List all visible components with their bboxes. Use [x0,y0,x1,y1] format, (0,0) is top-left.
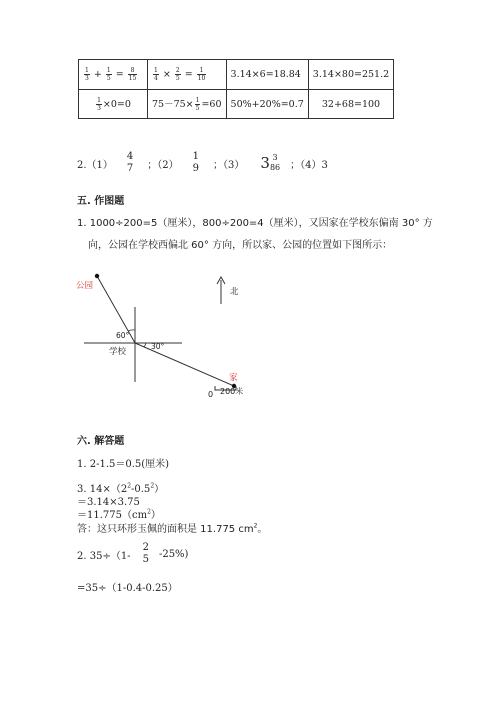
operator: = [184,69,193,80]
scale-length-label: 200米 [220,387,244,396]
expression-text: ＝11.775（cm [77,510,148,521]
fraction [175,67,181,82]
numerator: 1 [195,97,200,104]
numerator: 1 [154,67,158,74]
operator: × [162,69,171,80]
fraction [197,67,207,82]
table-row [79,60,394,90]
table-cell [79,60,148,90]
angle-arc-30 [144,343,146,347]
exponent: 2 [150,482,155,490]
answer-3-line-2: =35÷（1-0.4-0.25） [77,583,178,594]
fraction [270,153,280,173]
exponent: 2 [127,482,132,490]
expression-text: 75－75× [152,99,194,110]
scale-zero-label: 0 [208,390,214,399]
numerator: 1 [85,67,89,74]
expression-text: ） [154,484,165,495]
answer-2-line-2: ＝3.14×3.75 [77,497,140,508]
fraction [96,97,102,112]
fraction [153,67,159,82]
numerator: 1 [97,96,101,104]
numerator: 1 [197,67,207,75]
line-to-home [135,343,234,386]
denominator: 5 [175,75,180,82]
denominator: 3 [85,75,89,82]
numerator: 8 [128,67,138,75]
angle-30-label: 30° [151,342,165,351]
fraction [128,67,138,82]
separator: ；（2） [147,159,179,171]
denominator: 7 [126,163,134,174]
section-5-text-line-2: 向，公园在学校西偏北 60° 方向，所以家、公园的位置如下图所示： [88,240,393,251]
mixed-whole: 3 [260,154,270,172]
q2-label: 2.（1） [77,159,113,171]
answer-1: 1. 2-1.5＝0.5(厘米) [77,459,170,470]
denominator: 5 [142,554,149,565]
denominator: 3 [97,104,101,112]
section-6-title: 六. 解答题 [77,436,125,447]
table-cell [148,90,227,119]
fraction [195,97,201,112]
denominator: 86 [269,163,281,172]
denominator: 5 [195,105,200,112]
denominator: 10 [197,75,206,82]
fraction [193,151,199,175]
fraction [143,542,149,566]
separator: ；（4）3 [290,159,328,171]
table-cell: 32+68=100 [308,90,393,119]
denominator: 4 [154,75,158,82]
fraction [106,67,112,82]
angle-60-label: 60° [116,331,130,340]
separator: ；（3） [213,159,245,171]
park-point [95,274,99,278]
q2-answer-line [77,150,328,176]
calculation-table [78,59,394,119]
operator: + [93,69,102,80]
expression-text: -25%) [158,548,189,560]
numerator: 4 [126,151,134,162]
expression-text: 答：这只环形玉佩的面积是 11.775 cm [77,524,254,535]
fraction [127,151,133,175]
denominator: 5 [106,75,111,82]
expression-text: =60 [201,99,222,110]
park-label: 公园 [76,281,94,291]
numerator: 2 [142,542,149,553]
table-cell: 50%+20%=0.7 [226,90,308,119]
fraction [84,67,90,82]
expression-text: 3. 14×（2 [77,484,128,495]
table-row [79,90,394,119]
denominator: 15 [128,75,137,82]
north-label: 北 [230,287,239,297]
expression-text: ） [150,510,161,521]
expression-text: -0.5 [131,484,151,495]
numerator: 2 [175,67,180,74]
exponent: 2 [147,508,151,516]
answer-2-line-3 [77,506,161,521]
denominator: 9 [192,163,200,174]
answer-3-line-1 [77,541,188,567]
section-5-text-line-1: 1. 1000÷200=5（厘米），800÷200=4（厘米），又因家在学校东偏南 30° 方 [77,218,433,229]
exponent: 2 [253,522,258,530]
table-cell: 3.14×80=251.2 [308,60,393,90]
table-cell: 3.14×6=18.84 [226,60,308,90]
table-cell [148,60,227,90]
answer-2-conclusion [77,520,267,535]
table-cell [79,90,148,119]
numerator: 3 [272,153,278,162]
expression-text: 。 [257,524,268,535]
school-label: 学校 [109,347,127,357]
numerator: 1 [106,67,111,74]
home-label: 家 [229,373,238,383]
operator: = [115,69,124,80]
expression-text: ×0=0 [102,98,131,110]
section-5-title: 五. 作图题 [77,196,125,207]
numerator: 1 [192,151,200,162]
expression-text: 2. 35÷（1- [77,550,131,562]
